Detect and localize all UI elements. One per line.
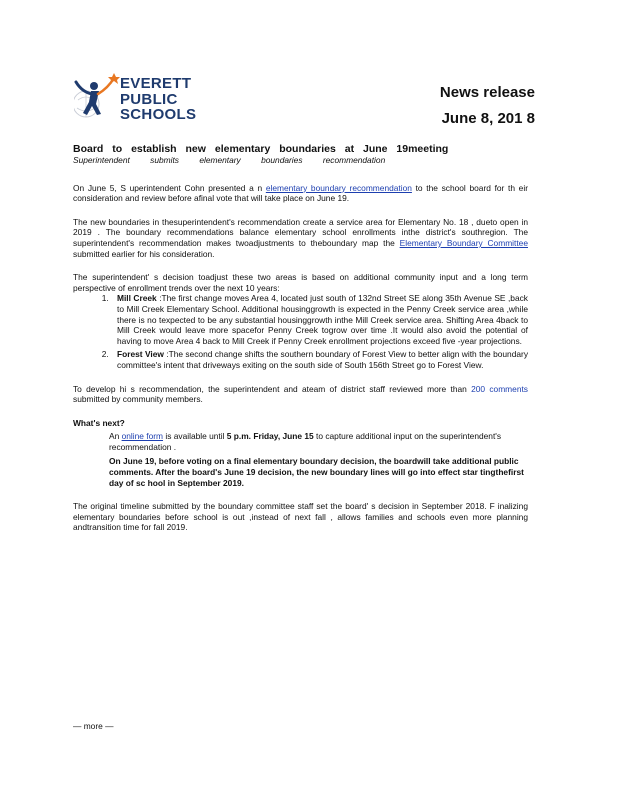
item-title: Forest View — [117, 349, 164, 360]
text-span: to the school board for th eir consideration and review before afinal vote that will take place on June 19. — [73, 182, 528, 204]
text-span: is available until — [163, 431, 227, 442]
paragraph-timeline: The original timeline submitted by the boundary committee staff set the board' s decision in September 2018. F inalizing elementary boundaries before school is out ,instead of next fall , allows families and schools even more planning andtransition time for fall 2019. — [73, 501, 528, 533]
release-date: June 8, 201 8 — [441, 110, 535, 127]
text-span: On June 19, before voting on a final elementary boundary decision, the boardwill take additional public comments. After the board's June 19 decision, the new boundary lines will go into effect star tingthefirst day of sc hool in September 2019. — [109, 456, 524, 488]
item-title: Mill Creek — [117, 293, 157, 304]
headline: Board to establish new elementary boundaries at June 19meeting — [73, 143, 449, 155]
item-text: :The first change moves Area 4, located just south of 132nd Street SE along 35th Avenue SE ,back to Mill Creek Elementary School. Additional housinggrowth is expected in the Penny Creek service area ,while there is no texpected to be any substantial housinggrowth inthe Mill Creek service area. Shifting Area 4back to Mill Creek would leave more spacefor Penny Creek togrow over time .It would also avoid the potential of having to move Area 4 back to Mill Creek if Penny Creek enrollment projections exceed five -year projections. — [117, 293, 528, 346]
text-span: To develop hi s recommendation, the superintendent and ateam of district staff reviewed more than — [73, 383, 472, 394]
district-logo — [74, 70, 214, 130]
item-text: :The second change shifts the southern boundary of Forest View to better align with the boundary committee's intent that driveways exiting on the south side of South 156th Street go to Forest View. — [117, 349, 529, 370]
text-span: An — [109, 431, 122, 442]
press-release-body — [73, 143, 528, 546]
list-item — [111, 293, 528, 346]
text-span: submitted earlier for his consideration. — [73, 248, 215, 259]
news-release-header — [440, 80, 535, 132]
boundary-committee-link[interactable]: Elementary Boundary Committee — [399, 237, 528, 248]
paragraph-decision: The superintendent' s decision toadjust these two areas is based on additional community input and a long term perspective of enrollment trends over the next 10 years: — [73, 272, 528, 293]
subheadline: Superintendent submits elementary boundaries recommendation — [73, 155, 386, 165]
logo-line-3: SCHOOLS — [120, 106, 197, 123]
logo-figure-icon — [74, 70, 122, 130]
changes-list — [73, 293, 528, 370]
paragraph-intro — [73, 183, 528, 204]
whats-next-heading: What's next? — [73, 417, 125, 428]
text-span: The new boundaries in thesuperintendent's recommendation create a service area for Elementary No. 18 , dueto open in 2019 . The boundary recommendations balance elementary school enrollments inthe district's southregion. The superintendent's recommendation makes twoadjustments to theboundary map the — [73, 216, 528, 248]
online-form-link[interactable]: online form — [121, 431, 164, 442]
list-item — [109, 431, 528, 452]
recommendation-link[interactable]: elementary boundary recommendation — [265, 182, 412, 193]
list-item — [111, 349, 528, 370]
paragraph-comments — [73, 384, 528, 405]
text-span: On June 5, S uperintendent Cohn presented a n — [73, 182, 266, 193]
paragraph-boundaries — [73, 217, 528, 259]
list-item — [109, 456, 528, 488]
more-footer: — more — — [73, 721, 114, 731]
text-span: to capture additional input on the superintendent's recommendation . — [109, 431, 502, 452]
comments-count: 200 comments — [471, 383, 528, 394]
news-release-title: News release — [439, 84, 535, 101]
logo-line-2: PUBLIC — [120, 90, 178, 108]
next-steps-list — [73, 431, 528, 488]
deadline-text: 5 p.m. Friday, June 15 — [226, 431, 314, 442]
logo-line-1: EVERETT — [120, 75, 192, 92]
text-span: submitted by community members. — [73, 394, 203, 405]
